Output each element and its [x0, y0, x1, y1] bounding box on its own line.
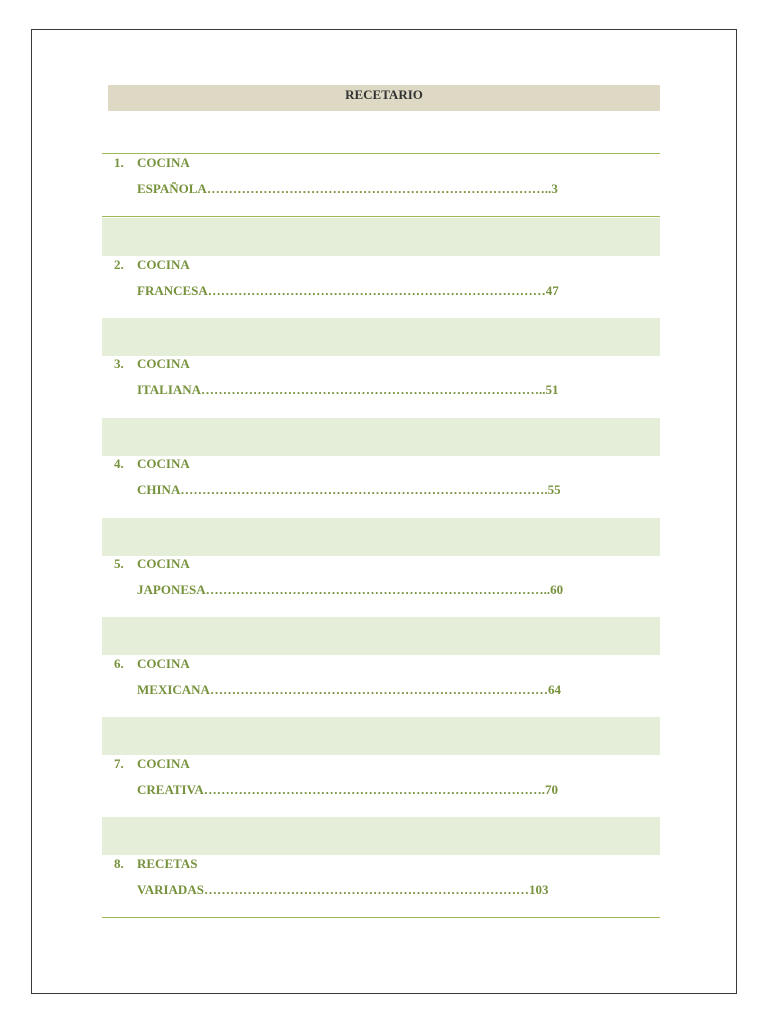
- toc-band: [102, 518, 660, 556]
- toc-entry-line2: ITALIANA……………………………………………………………………..51: [137, 382, 559, 397]
- toc-entry-line2: CREATIVA…………………………………………………………………….70: [137, 782, 558, 797]
- toc-entry-number: 5.: [114, 556, 124, 571]
- toc-divider-rule: [102, 216, 660, 217]
- toc-band: [102, 418, 660, 456]
- toc-entry-line1: COCINA: [137, 556, 190, 571]
- toc-entry-line1: COCINA: [137, 656, 190, 671]
- toc-entry-number: 2.: [114, 257, 124, 272]
- toc-top-rule: [102, 153, 660, 154]
- toc-entry[interactable]: [102, 356, 660, 420]
- toc-band: [102, 817, 660, 855]
- toc-entry-line1: RECETAS: [137, 856, 198, 871]
- toc-entry[interactable]: [102, 856, 660, 920]
- toc-entry[interactable]: [102, 556, 660, 620]
- toc-entry-line1: COCINA: [137, 356, 190, 371]
- toc-band: [102, 717, 660, 755]
- toc-entry[interactable]: [102, 257, 660, 321]
- toc-band: [102, 617, 660, 655]
- toc-entry[interactable]: [102, 756, 660, 820]
- toc-entry[interactable]: [102, 656, 660, 720]
- toc-entry-number: 3.: [114, 356, 124, 371]
- toc-entry-line2: ESPAÑOLA……………………………………………………………………..3: [137, 181, 558, 196]
- document-title-bar: [108, 85, 660, 111]
- toc-entry-line2: CHINA………………………………………………………………………….55: [137, 482, 561, 497]
- document-title: RECETARIO: [345, 87, 423, 102]
- toc-entry[interactable]: [102, 456, 660, 520]
- toc-bottom-rule: [102, 917, 660, 918]
- toc-entry-line2: MEXICANA……………………………………………………………………64: [137, 682, 561, 697]
- toc-entry-number: 4.: [114, 456, 124, 471]
- toc-entry-number: 8.: [114, 856, 124, 871]
- toc-band: [102, 318, 660, 356]
- toc-entry-number: 6.: [114, 656, 124, 671]
- toc-entry-line2: JAPONESA……………………………………………………………………..60: [137, 582, 564, 597]
- toc-entry-line1: COCINA: [137, 456, 190, 471]
- toc-entry-line1: COCINA: [137, 257, 190, 272]
- toc-entry-line1: COCINA: [137, 155, 190, 170]
- toc-entry-line2: FRANCESA……………………………………………………………………47: [137, 283, 559, 298]
- toc-entry-line1: COCINA: [137, 756, 190, 771]
- toc-entry[interactable]: [102, 155, 660, 219]
- toc-entry-line2: VARIADAS…………………………………………………………………103: [137, 882, 549, 897]
- toc-band: [102, 218, 660, 256]
- toc-entry-number: 7.: [114, 756, 124, 771]
- toc-entry-number: 1.: [114, 155, 124, 170]
